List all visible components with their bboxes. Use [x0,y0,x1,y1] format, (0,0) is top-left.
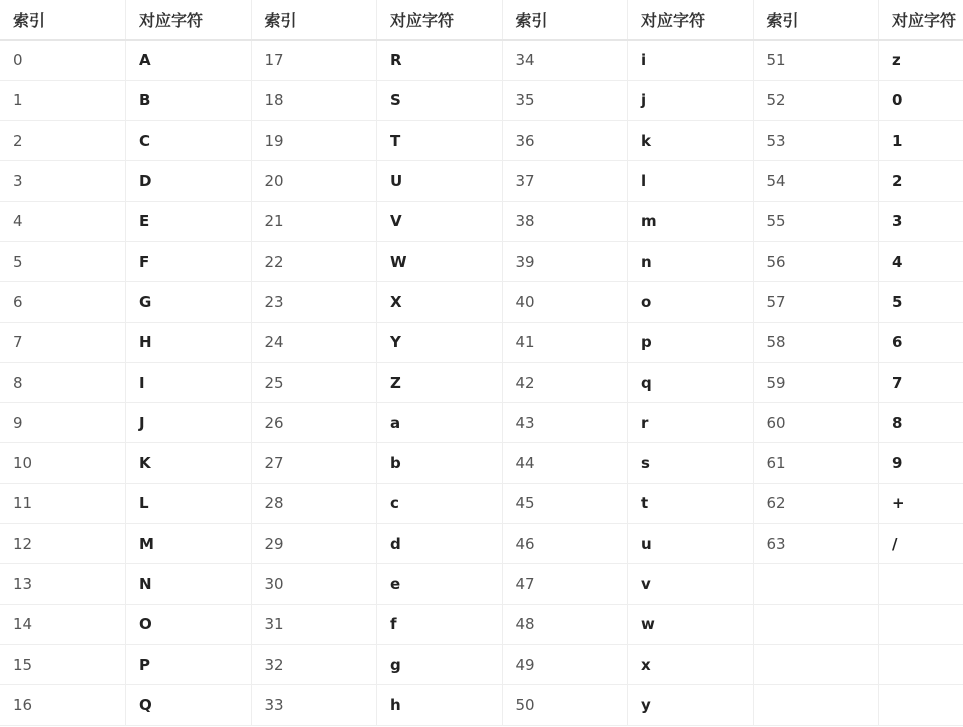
index-cell: 34 [502,40,628,80]
index-cell: 54 [753,161,879,201]
character-cell [879,604,963,644]
table-row [0,685,963,725]
character-cell: k [628,121,754,161]
character-cell [879,685,963,725]
character-cell: w [628,604,754,644]
character-cell: b [377,443,503,483]
index-cell: 3 [0,161,126,201]
character-cell: v [628,564,754,604]
character-cell: 5 [879,282,963,322]
character-cell: F [126,241,252,281]
index-cell: 28 [251,483,377,523]
character-cell: Q [126,685,252,725]
table-row [0,201,963,241]
index-cell: 35 [502,80,628,120]
character-cell: f [377,604,503,644]
character-cell: I [126,362,252,402]
index-cell: 52 [753,80,879,120]
character-cell: s [628,443,754,483]
index-cell: 14 [0,604,126,644]
character-cell: V [377,201,503,241]
character-cell: t [628,483,754,523]
table-row [0,80,963,120]
index-cell: 43 [502,403,628,443]
character-cell: n [628,241,754,281]
character-cell: p [628,322,754,362]
table-row [0,282,963,322]
header-character: 对应字符 [628,0,754,40]
table-row [0,322,963,362]
header-character: 对应字符 [126,0,252,40]
character-cell: z [879,40,963,80]
character-cell: Y [377,322,503,362]
character-cell: a [377,403,503,443]
table-row [0,524,963,564]
index-cell: 18 [251,80,377,120]
index-cell: 29 [251,524,377,564]
character-cell: U [377,161,503,201]
character-cell: m [628,201,754,241]
index-cell: 51 [753,40,879,80]
character-cell: J [126,403,252,443]
index-cell: 56 [753,241,879,281]
index-cell: 7 [0,322,126,362]
index-cell: 23 [251,282,377,322]
character-cell [879,644,963,684]
index-cell: 49 [502,644,628,684]
index-cell: 16 [0,685,126,725]
character-cell: S [377,80,503,120]
index-cell: 39 [502,241,628,281]
index-cell: 24 [251,322,377,362]
index-cell: 12 [0,524,126,564]
character-cell: x [628,644,754,684]
character-cell: r [628,403,754,443]
index-cell: 8 [0,362,126,402]
table-body [0,40,963,725]
index-cell: 61 [753,443,879,483]
index-cell: 1 [0,80,126,120]
index-cell: 10 [0,443,126,483]
index-cell: 21 [251,201,377,241]
character-cell: l [628,161,754,201]
index-cell: 58 [753,322,879,362]
character-cell: N [126,564,252,604]
character-cell: K [126,443,252,483]
header-index: 索引 [0,0,126,40]
header-row [0,0,963,40]
character-cell: A [126,40,252,80]
character-cell: i [628,40,754,80]
character-cell: 0 [879,80,963,120]
index-cell [753,564,879,604]
character-cell: H [126,322,252,362]
index-cell: 62 [753,483,879,523]
character-cell: D [126,161,252,201]
header-index: 索引 [502,0,628,40]
character-cell [879,564,963,604]
table-row [0,40,963,80]
character-cell: d [377,524,503,564]
index-cell: 15 [0,644,126,684]
character-cell: 3 [879,201,963,241]
index-cell: 50 [502,685,628,725]
character-cell: B [126,80,252,120]
character-cell: / [879,524,963,564]
character-cell: O [126,604,252,644]
character-cell: j [628,80,754,120]
index-cell: 32 [251,644,377,684]
character-cell: W [377,241,503,281]
index-cell: 45 [502,483,628,523]
index-cell: 63 [753,524,879,564]
character-cell: P [126,644,252,684]
character-cell: q [628,362,754,402]
character-cell: c [377,483,503,523]
character-cell: M [126,524,252,564]
table-row [0,644,963,684]
character-cell: L [126,483,252,523]
table-row [0,161,963,201]
index-cell: 9 [0,403,126,443]
character-cell: 6 [879,322,963,362]
index-cell: 46 [502,524,628,564]
character-cell: 8 [879,403,963,443]
table-row [0,362,963,402]
index-cell [753,644,879,684]
table-header [0,0,963,40]
index-cell: 27 [251,443,377,483]
character-cell: E [126,201,252,241]
index-cell: 44 [502,443,628,483]
character-cell: o [628,282,754,322]
index-cell: 36 [502,121,628,161]
header-character: 对应字符 [377,0,503,40]
index-cell: 57 [753,282,879,322]
index-cell: 41 [502,322,628,362]
index-cell: 22 [251,241,377,281]
header-index: 索引 [753,0,879,40]
character-cell: 2 [879,161,963,201]
index-cell: 17 [251,40,377,80]
character-cell: G [126,282,252,322]
table-row [0,564,963,604]
index-cell: 13 [0,564,126,604]
character-cell: u [628,524,754,564]
table-row [0,403,963,443]
character-cell: R [377,40,503,80]
table-row [0,241,963,281]
character-cell: X [377,282,503,322]
index-cell: 4 [0,201,126,241]
character-cell: + [879,483,963,523]
index-cell: 48 [502,604,628,644]
index-cell: 42 [502,362,628,402]
table-row [0,443,963,483]
index-cell: 11 [0,483,126,523]
index-cell: 40 [502,282,628,322]
header-index: 索引 [251,0,377,40]
index-cell: 0 [0,40,126,80]
character-cell: Z [377,362,503,402]
index-cell: 2 [0,121,126,161]
table-row [0,121,963,161]
character-cell: g [377,644,503,684]
character-cell: 9 [879,443,963,483]
index-cell: 25 [251,362,377,402]
index-cell: 5 [0,241,126,281]
index-cell: 55 [753,201,879,241]
index-cell: 47 [502,564,628,604]
index-cell [753,685,879,725]
index-cell: 38 [502,201,628,241]
index-cell [753,604,879,644]
index-cell: 20 [251,161,377,201]
index-cell: 37 [502,161,628,201]
table-row [0,483,963,523]
character-cell: T [377,121,503,161]
character-cell: e [377,564,503,604]
character-cell: 7 [879,362,963,402]
index-cell: 53 [753,121,879,161]
index-cell: 19 [251,121,377,161]
index-cell: 33 [251,685,377,725]
index-cell: 31 [251,604,377,644]
character-cell: h [377,685,503,725]
table-row [0,604,963,644]
header-character: 对应字符 [879,0,963,40]
character-cell: 4 [879,241,963,281]
character-cell: C [126,121,252,161]
index-cell: 26 [251,403,377,443]
index-cell: 30 [251,564,377,604]
index-cell: 59 [753,362,879,402]
index-cell: 6 [0,282,126,322]
character-cell: y [628,685,754,725]
character-cell: 1 [879,121,963,161]
index-cell: 60 [753,403,879,443]
